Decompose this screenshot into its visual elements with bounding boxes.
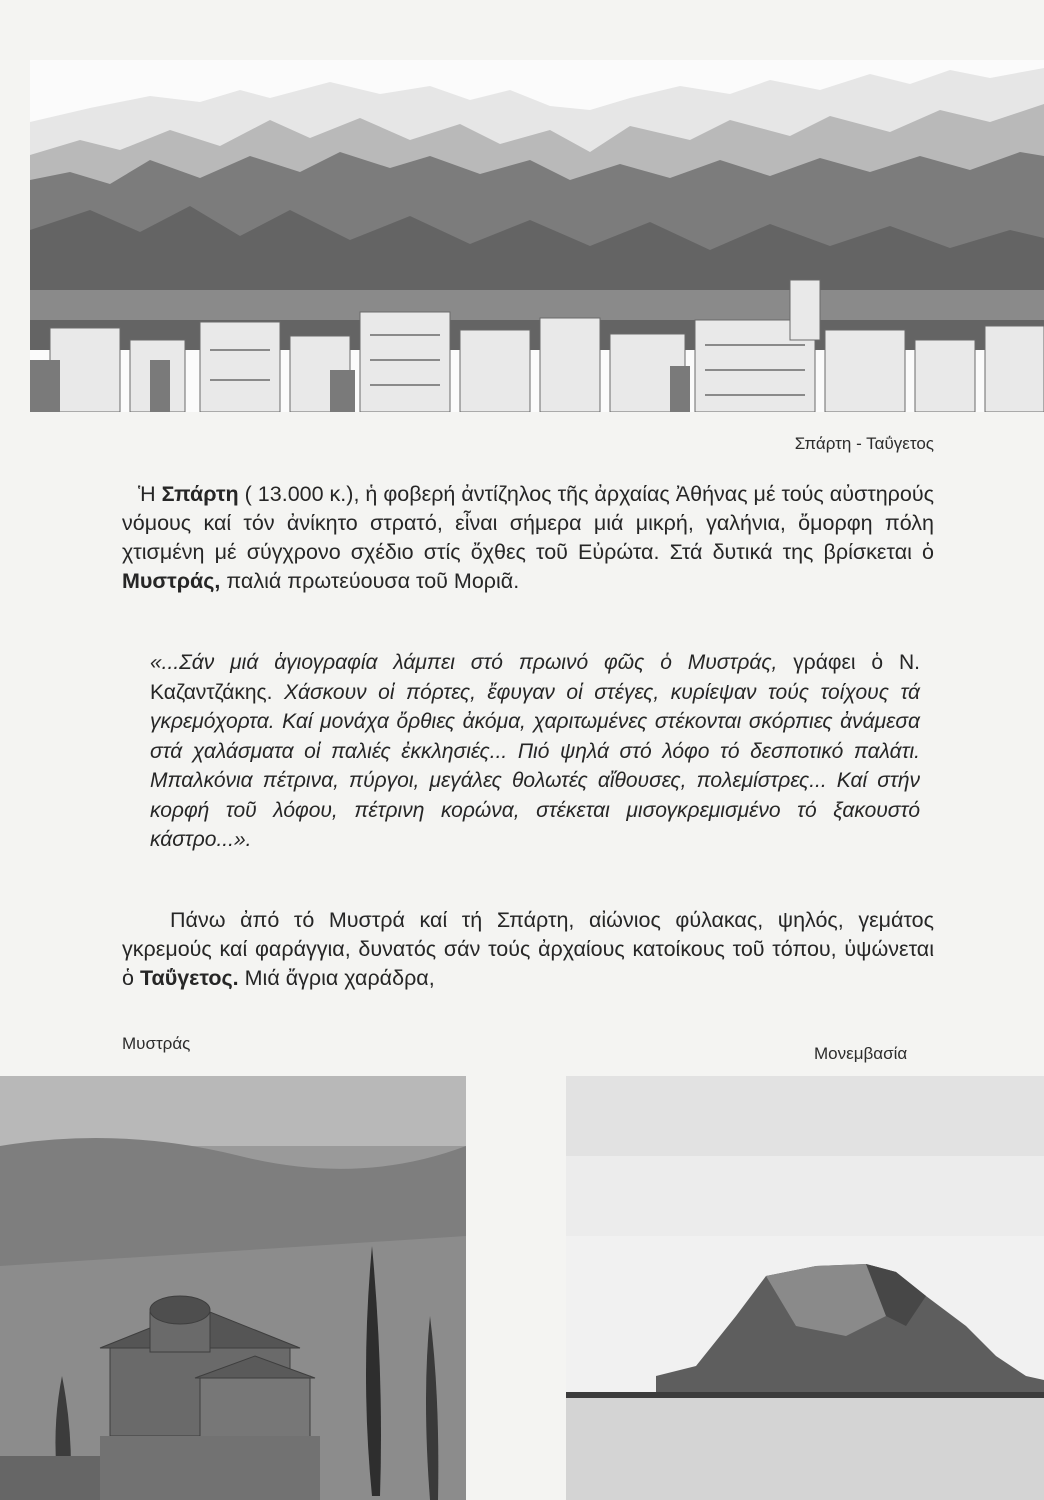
mystras-image — [0, 1076, 466, 1500]
para2-text: Πάνω ἀπό τό Μυστρά καί τή Σπάρτη, αἰώνιος φύλακας, ψηλός, γεμάτος γκρεμούς καί φαράγγια, δυνατός σάν τούς ἀρχαίους κατοίκους τοῦ τόπου, ὑψώνεται ὁ — [122, 908, 934, 990]
para1-mid: ( 13.000 κ.), ἡ φοβερή ἀντίζηλος τῆς ἀρχαίας Ἀθήνας μέ τούς αὐστηρούς νόμους καί τόν ἀνίκητο στρατό, εἶναι σήμερα μιά μικρή, γαλήνια, ὄμορφη πόλη χτισμένη μέ σύγχρονο σχέδιο στίς ὄχθες τοῦ Εὐρώτα. Στά δυτικά της βρίσκεται ὁ — [122, 482, 934, 564]
quote-part2: Χάσκουν οἱ πόρτες, ἔφυγαν οἱ στέγες, κυρίεψαν τούς τοίχους τά γκρεμόχορτα. Καί μονάχα ὄρθιες ἀκόμα, χαριτωμένες στέκονται σκόρπιες ἀνάμεσα στά χαλάσματα οἱ παλιές ἐκκλησιές... Πιό ψηλά στό λόφο τό δεσποτικό παλάτι. Μπαλκόνια πέτρινα, πύργοι, μεγάλες θολωτές αἴθουσες, πολεμίστρες... Καί στήν κορφή τοῦ λόφου, πέτρινη κορώνα, στέκεται μισογκρεμισμένο τό ξακουστό κάστρο...». — [150, 680, 920, 851]
caption-sparta-taygetos: Σπάρτη - Ταΰγετος — [794, 434, 934, 453]
paragraph-taygetos — [122, 906, 934, 993]
quote-part1: «...Σάν μιά ἁγιογραφία λάμπει στό πρωινό φῶς ὁ Μυστράς, — [150, 651, 778, 674]
monemvasia-image — [566, 1076, 1044, 1500]
sparta-taygetos-image — [30, 60, 1044, 412]
mystras-term: Μυστράς, — [122, 569, 221, 593]
photo-monemvasia — [566, 1076, 1044, 1500]
photo-sparta-taygetos — [30, 60, 1044, 412]
para1-lead: Ἡ — [138, 482, 162, 506]
photo-mystras — [0, 1076, 466, 1500]
sparta-term: Σπάρτη — [161, 482, 239, 506]
taygetos-term: Ταΰγετος. — [139, 966, 239, 990]
para1-tail: παλιά πρωτεύουσα τοῦ Μοριᾶ. — [220, 569, 520, 593]
caption-mystras: Μυστράς — [122, 1034, 191, 1053]
quote-author: γράφει ὁ Ν. Καζαντζάκης. — [150, 651, 920, 704]
kazantzakis-quote — [150, 648, 920, 855]
caption-monemvasia: Μονεμβασία — [814, 1044, 908, 1063]
paragraph-sparta — [122, 480, 934, 596]
para2-tail: Μιά ἄγρια χαράδρα, — [238, 966, 435, 990]
